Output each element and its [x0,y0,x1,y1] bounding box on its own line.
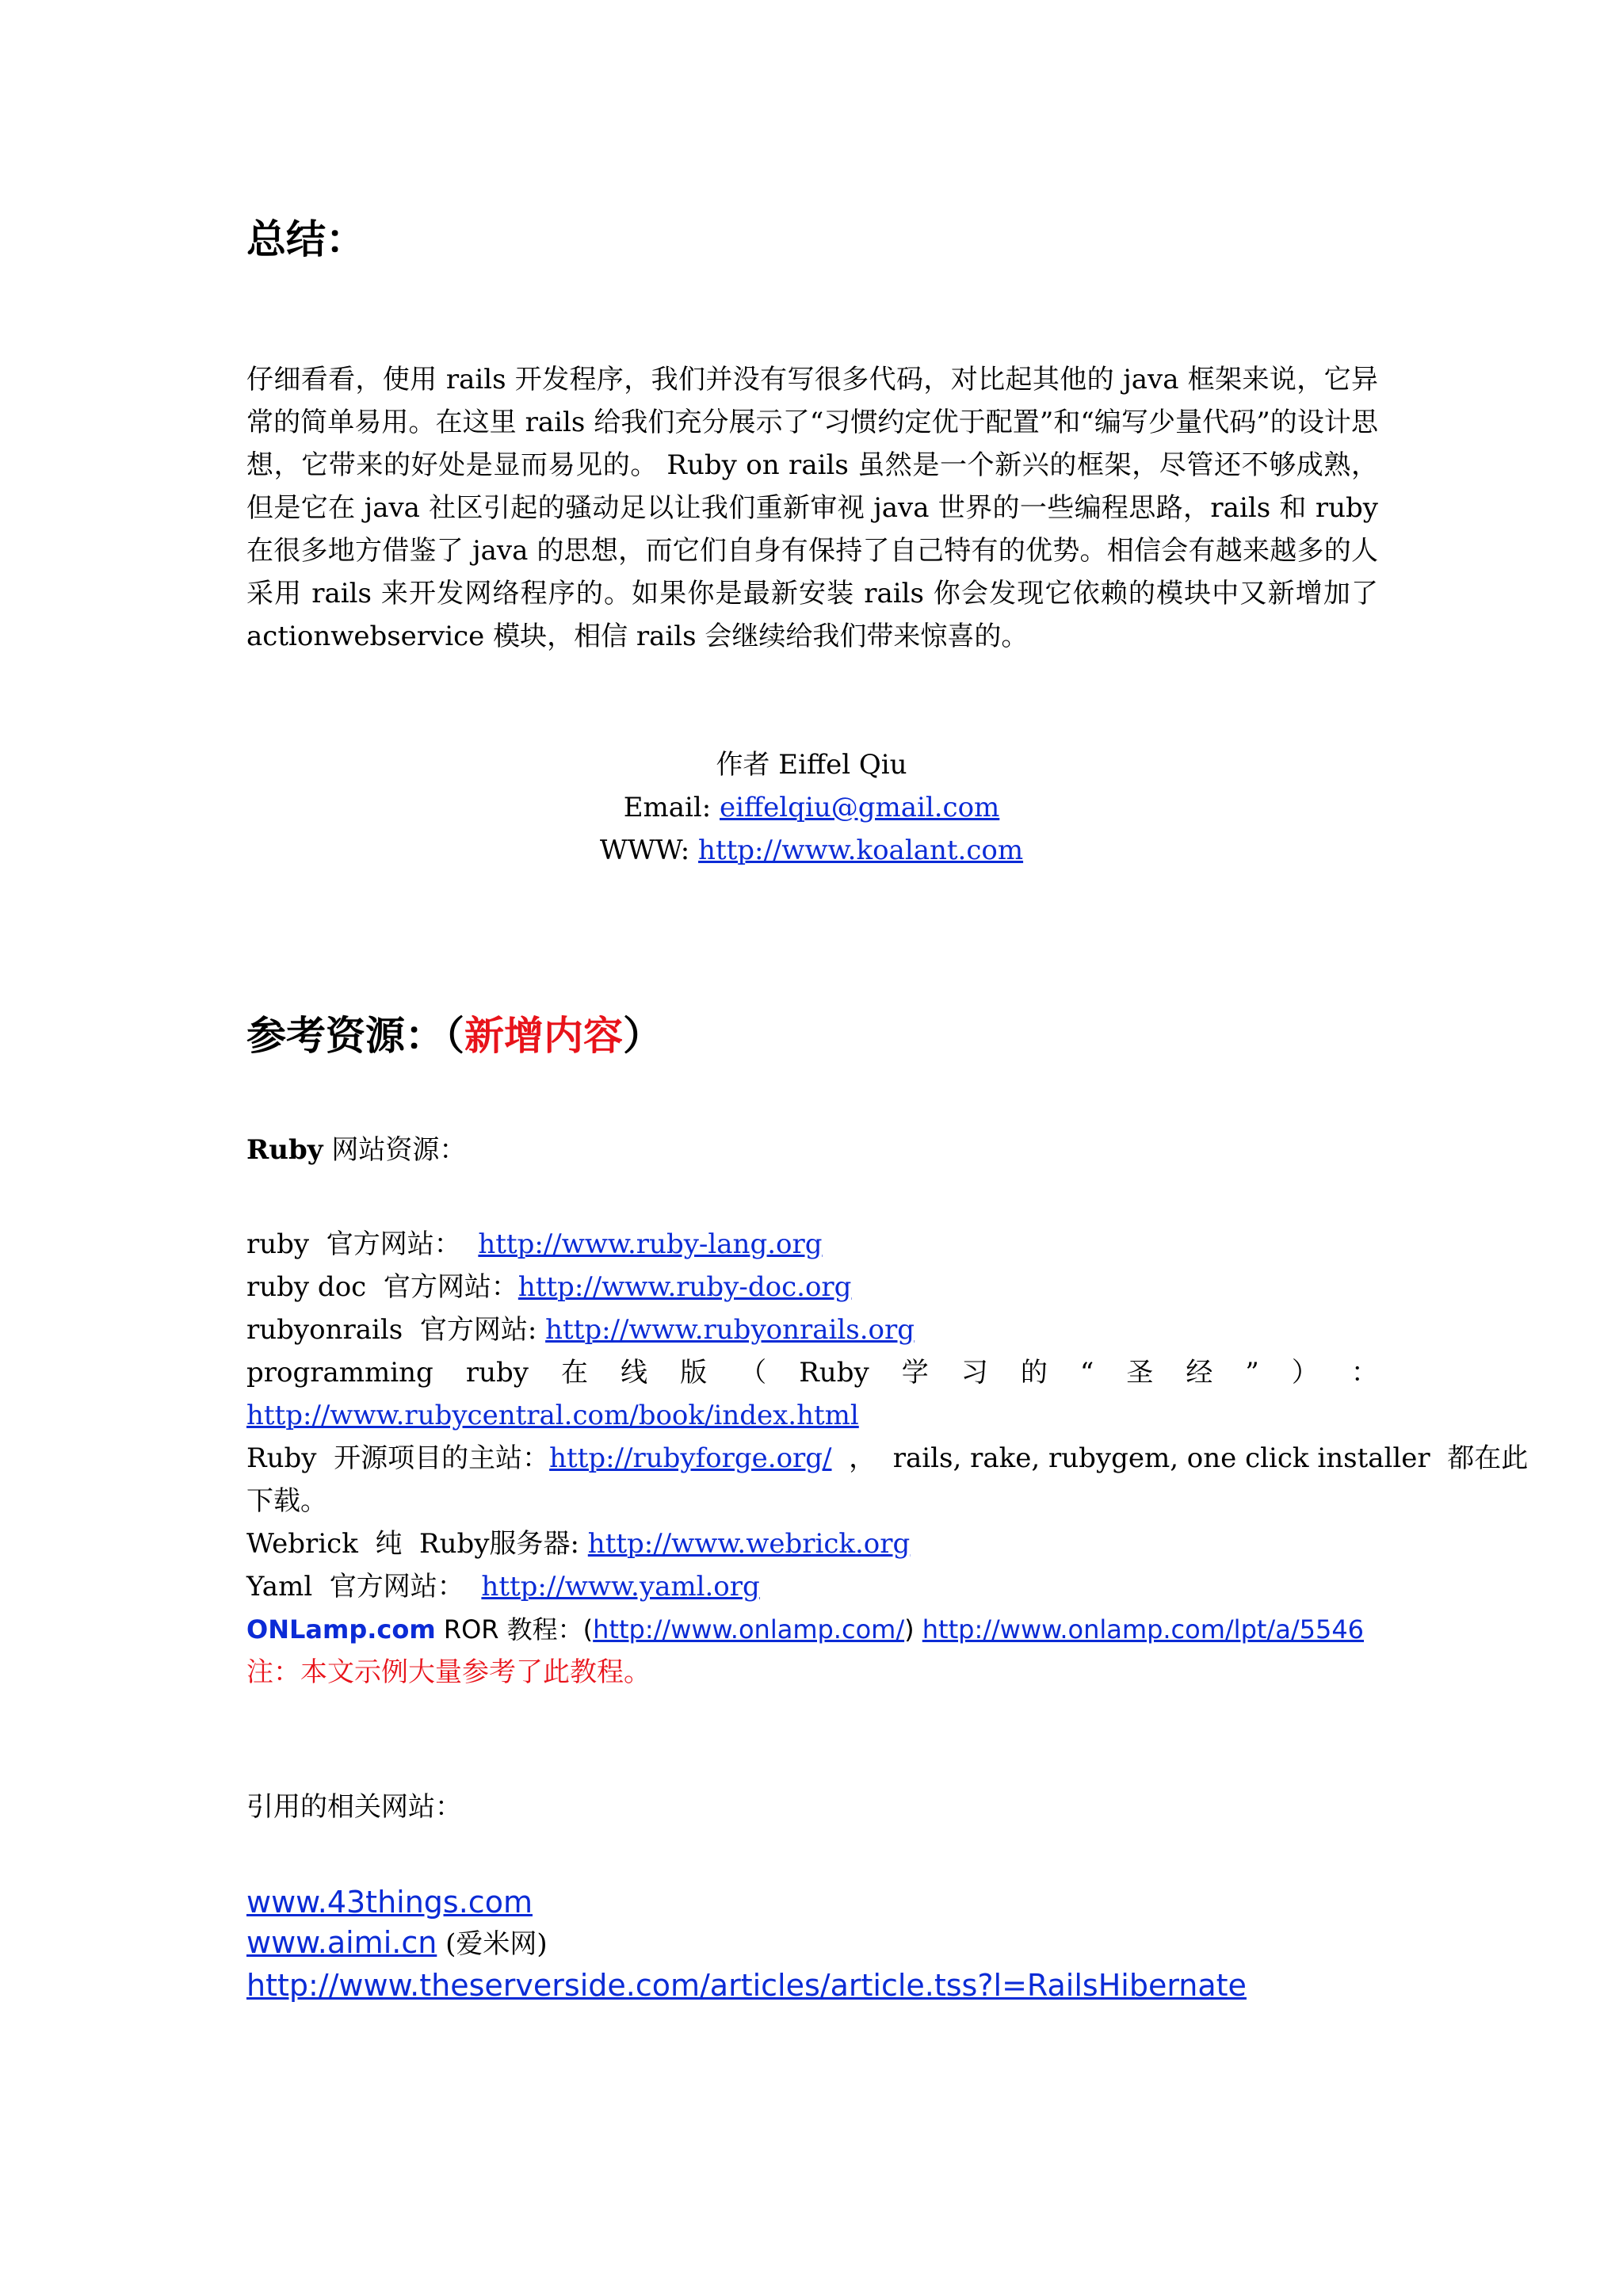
programming-word: 习 [960,1357,988,1389]
related-site-3-link[interactable]: http://www.theserverside.com/articles/article.tss?l=RailsHibernate [246,1968,1247,2003]
ruby-doc-label: ruby doc 官方网站： [246,1271,518,1303]
rubyforge-label: Ruby 开源项目的主站： [246,1442,550,1474]
programming-word: ） [1291,1357,1319,1389]
rubyforge-tail-line: 下载。 [246,1485,327,1517]
programming-word: “ [1079,1357,1094,1389]
programming-word: ” [1245,1357,1259,1389]
programming-word: 版 [680,1357,708,1389]
programming-ruby-link[interactable]: http://www.rubycentral.com/book/index.html [246,1400,859,1431]
webrick-label: Webrick 纯 Ruby服务器: [246,1528,588,1560]
onlamp-name-link[interactable]: ONLamp.com [246,1614,436,1645]
references-heading-prefix: 参考资源：（ [246,1013,464,1059]
related-site-1-link[interactable]: www.43things.com [246,1885,533,1920]
summary-paragraph: 仔细看看，使用 rails 开发程序，我们并没有写很多代码，对比起其他的 java 框架来说，它异常的简单易用。在这里 rails 给我们充分展示了“习惯约定优于配置”和“编写少量代码”的设计思想，它带来的好处是显而易见的。 Ruby on rails 虽然是一个新兴的框架，尽管还不够成熟，但是它在 java 社区引起的骚动足以让我们重新审视 java 世界的一些编程思路，rails 和 ruby 在很多地方借鉴了 java 的思想，而它们自身有保持了自己特有的优势。相信会有越来越多的人采用 rails 来开发网络程序的。如果你是最新安装 rails 你会发现它依赖的模块中又新增加了 actionwebservice 模块，相信 rails 会继续给我们带来惊喜的。 [246,364,1379,652]
tutorial-note: 注：本文示例大量参考了此教程。 [246,1656,651,1688]
programming-word: 圣 [1126,1357,1154,1389]
yaml-link[interactable]: http://www.yaml.org [481,1571,760,1603]
yaml-label: Yaml 官方网站： [246,1571,482,1603]
rubyforge-tail: ， rails, rake, rubygem, one click installer 都在此 [831,1442,1529,1474]
ruby-sites-title-rest: 网站资源： [323,1134,467,1166]
programming-word: ruby [465,1357,529,1389]
programming-word: 学 [901,1357,929,1389]
onlamp-label: ROR 教程：( [435,1614,594,1645]
www-label: WWW: [599,835,699,866]
related-site-1-line [246,1881,533,1924]
related-sites-title: 引用的相关网站： [246,1791,462,1823]
author-email-line [0,786,1623,829]
related-site-3-line [246,1964,1247,2007]
references-heading-new: 新增内容 [464,1013,623,1059]
summary-heading: 总结： [246,216,365,262]
author-line: 作者 Eiffel Qiu [716,749,907,781]
programming-ruby-url-line [246,1394,859,1437]
references-heading [246,1012,663,1060]
programming-word: ： [1350,1357,1378,1389]
ruby-sites-title [246,1129,466,1171]
ruby-official-link[interactable]: http://www.ruby-lang.org [478,1228,823,1260]
onlamp-close: ) [904,1614,922,1645]
rubyforge-line [246,1437,1529,1480]
onlamp-link[interactable]: http://www.onlamp.com/ [593,1614,905,1645]
programming-word: 的 [1020,1357,1048,1389]
email-link[interactable]: eiffelqiu@gmail.com [720,792,1000,823]
programming-word: 线 [621,1357,648,1389]
programming-word: programming [246,1357,433,1389]
related-site-2-link[interactable]: www.aimi.cn [246,1925,437,1960]
webrick-line [246,1522,910,1565]
author-www-line [0,829,1623,872]
related-site-2-line [246,1921,548,1966]
programming-word: Ruby [799,1357,869,1389]
rubyforge-link[interactable]: http://rubyforge.org/ [549,1442,832,1474]
yaml-line [246,1565,760,1608]
rubyonrails-link[interactable]: http://www.rubyonrails.org [545,1314,915,1346]
onlamp-line [246,1608,1364,1651]
programming-word: 在 [561,1357,589,1389]
ruby-official-label: ruby 官方网站： [246,1228,479,1260]
ruby-official-line [246,1223,823,1266]
programming-ruby-line [246,1351,1378,1394]
rubyonrails-label: rubyonrails 官方网站: [246,1314,546,1346]
ruby-sites-title-bold: Ruby [246,1134,323,1166]
www-link[interactable]: http://www.koalant.com [698,835,1024,866]
references-heading-suffix: ） [623,1013,663,1059]
ruby-doc-line [246,1266,851,1308]
programming-word: 经 [1186,1357,1213,1389]
onlamp-article-link[interactable]: http://www.onlamp.com/lpt/a/5546 [922,1614,1365,1645]
programming-word: （ [739,1357,767,1389]
email-label: Email: [623,792,720,823]
related-site-2-note: (爱米网) [437,1928,548,1960]
webrick-link[interactable]: http://www.webrick.org [587,1528,911,1560]
rubyonrails-line [246,1308,915,1351]
ruby-doc-link[interactable]: http://www.ruby-doc.org [517,1271,852,1303]
